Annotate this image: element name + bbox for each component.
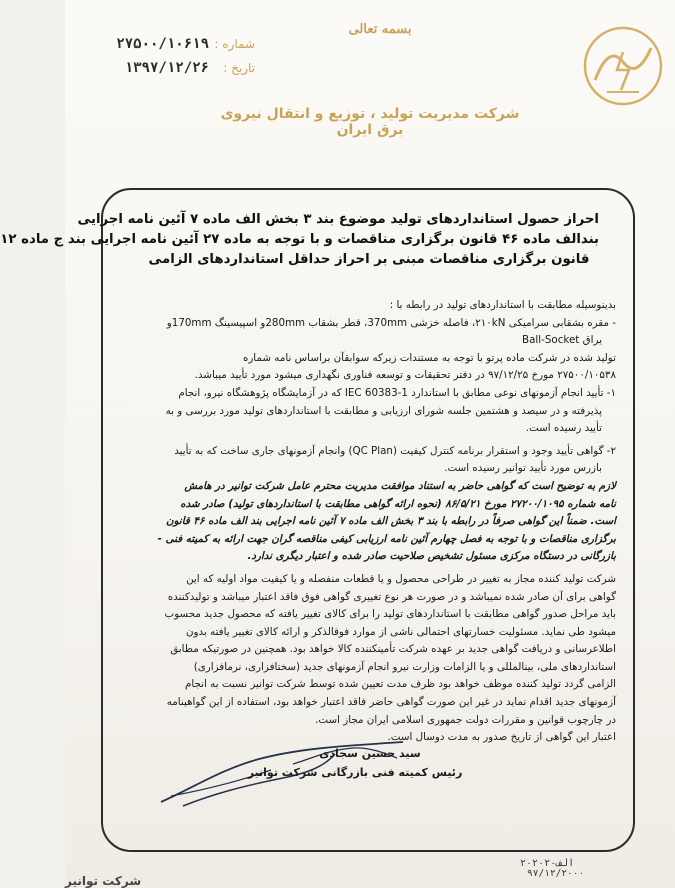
condition-line: در چارچوب قوانین و مقررات دولت جمهوری اسلامی ایران مجاز است. <box>315 713 616 726</box>
number-row <box>105 36 255 60</box>
note-line: است. ضمناً این گواهی صرفاً در رابطه با بند ۳ بخش الف ماده ۷ آئین نامه اجرایی بند الف ماده ۴۶ قانون <box>166 515 616 528</box>
validity-line: اعتبار این گواهی از تاریخ صدور به مدت دوسال است. <box>387 731 616 744</box>
product-line: یراق Ball-Socket <box>522 334 602 347</box>
reference-block <box>105 36 255 84</box>
date-label: تاریخ : <box>223 61 255 75</box>
note-line: نامه شماره ۲۷۲۰۰/۱۰۹۵ مورخ ۸۶/۵/۲۱ (نحوه ارائه گواهی مطابقت با استانداردهای تولید) صادر شده <box>180 497 616 510</box>
condition-line: اطلاعرسانی و دریافت گواهی جدید بر عهده شرکت تأمینکننده کالا خواهد بود. همچنین در صورتیکه مطابق <box>170 643 616 656</box>
product-line: - مقره بشقابی سرامیکی ۲۱۰kN، فاصله خزشی 370mm، قطر بشقاب 280mmو اسپیسینگ 170mmو <box>166 316 616 329</box>
paragraph-line: ۲- گواهی تأیید وجود و استقرار برنامه کنترل کیفیت (QC Plan) وانجام آزمونهای جاری ساخت که به تأیید <box>174 444 616 457</box>
condition-line: میشود طی نماید. مسئولیت خسارتهای احتمالی ناشی از موارد فوقالذکر و ارائه کالای تغییر یافته بدون <box>185 625 616 638</box>
number-label: شماره : <box>214 37 255 51</box>
certificate-body <box>122 297 616 747</box>
paragraph-line: ۱- تأیید انجام آزمونهای نوعی مطابق با استاندارد IEC 60383-1 که در آزمایشگاه پژوهشگاه نیرو، انجام <box>178 386 616 399</box>
certificate-title <box>0 210 599 270</box>
title-line: بندالف ماده ۴۶ قانون برگزاری مناقصات و با توجه به ماده ۲۷ آئین نامه اجرایی بند ج ماده ۱۲ <box>0 232 599 247</box>
paragraph-line: پذیرفته و در سیصد و هشتمین جلسه شورای ارزیابی و مطابقت با استانداردهای تولید مورد بررسی و به <box>165 404 602 417</box>
company-name: شرکت مدیریت تولید ، توزیع و انتقال نیروی برق ایران <box>220 106 520 138</box>
note-line: لازم به توضیح است که گواهی حاضر به استناد موافقت مدیریت محترم عامل شرکت توانیر در هامش <box>184 479 616 492</box>
condition-line: باید مراحل صدور گواهی مطابقت با استانداردهای تولید را برای کالای تغییر یافته که محصول جدید محسوب <box>164 608 616 621</box>
date-row <box>105 60 255 84</box>
title-line: قانون برگزاری مناقصات مبنی بر احراز حداقل استانداردهای الزامی <box>148 252 590 267</box>
note-line: برگزاری مناقصات و با توجه به فصل چهارم آئین نامه ارزیابی کیفی مناقصه گران جهت ارائه به کمیته فنی - <box>157 532 616 545</box>
footer-date-stamp: ۹۷/۱۲/۲۰۰۰ <box>527 868 585 879</box>
signatory-title: رئیس کمیته فنی بازرگانی شرکت توانیر <box>247 766 463 779</box>
condition-line: گواهی برای آن صادر شده نمیباشد و در صورت هر نوع تغییری گواهی فوق فاقد اعتبار میباشد و تولیدکننده <box>167 590 616 603</box>
paragraph-line: تأیید رسیده است. <box>525 422 602 435</box>
paragraph-line: بازرس مورد تأیید توانیر رسیده است. <box>444 462 602 475</box>
footer-brand: شرکت توانیر <box>65 874 142 888</box>
paragraph-line: ۲۷۵۰۰/۱۰۵۳۸ مورخ ۹۷/۱۲/۲۵ در دفتر تحقیقات و توسعه فناوری نگهداری میشود مورد تأیید میباشد. <box>194 369 616 382</box>
condition-line: آزمونهای جدید اقدام نماید در غیر این صورت گواهی حاضر فاقد اعتبار خواهد بود، استفاده از این گواهینامه <box>166 696 616 709</box>
date-value: ۱۳۹۷/۱۲/۲۶ <box>124 60 209 76</box>
company-logo-icon <box>579 22 667 110</box>
condition-line: شرکت تولید کننده مجاز به تغییر در طراحی محصول و یا قطعات منفصله و یا کیفیت مواد اولیه که این <box>186 572 616 585</box>
condition-line: استانداردهای ملی، بینالمللی و یا الزامات وزارت نیرو انجام آزمونهای جدید (سختافزاری، نرمافزاری) <box>193 660 616 673</box>
paragraph-line: تولید شده در شرکت ماده پرتو با توجه به مستندات زیرکه سوابقآن براساس نامه شماره <box>242 351 616 364</box>
basmala-heading: بسمه تعالی <box>348 22 412 37</box>
title-line: احراز حصول استانداردهای تولید موضوع بند ۳ بخش الف ماده ۷ آئین نامه اجرایی <box>77 212 599 227</box>
signatory-name: سید حسین سجادی <box>319 747 421 760</box>
condition-line: الزامی گردد تولید کننده موظف خواهد بود ظرف مدت تعیین شده توسط شرکت توانیر نسبت به انجام <box>185 678 616 691</box>
number-value: ۲۷۵۰۰/۱۰۶۱۹ <box>116 36 209 52</box>
intro-line: بدینوسیله مطابقت با استانداردهای تولید در رابطه با : <box>389 299 616 311</box>
note-line: بازرگانی در دستگاه مرکزی مسئول تشخیص صلاحیت صادر شده و اعتبار دیگری ندارد. <box>247 550 616 563</box>
form-code: الف۲۰۲۰۲۰ <box>520 858 575 869</box>
